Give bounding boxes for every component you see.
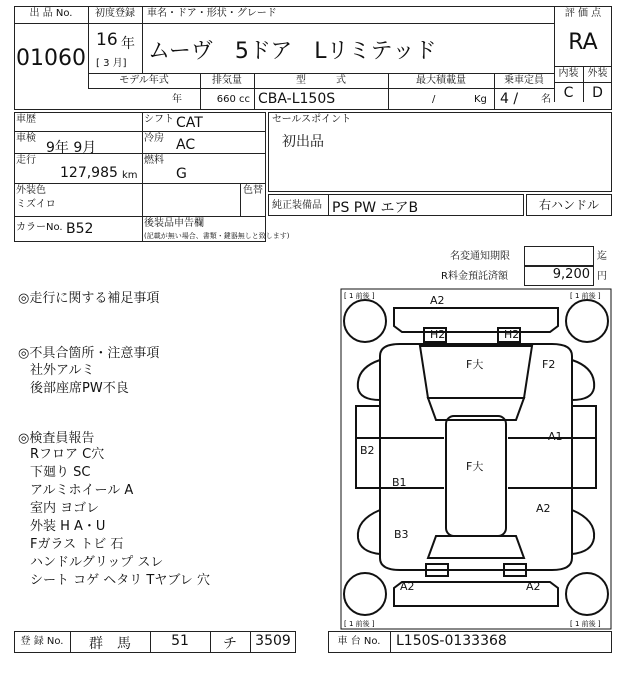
interior-grade: C <box>563 85 574 101</box>
damage-mark: H2 <box>430 328 446 341</box>
defects-label: ◎不具合箇所・注意事項 <box>18 346 160 361</box>
inspector-item: Fガラス トビ 石 <box>30 537 124 552</box>
wheel-icon <box>344 573 386 615</box>
rating-label: 評 価 点 <box>564 8 602 19</box>
name-change-label: 名変通知期限 <box>450 251 510 262</box>
color-change-label: 色替 <box>243 185 263 196</box>
exterior-label: 外装 <box>587 68 608 79</box>
inspector-item: アルミホイール A <box>30 483 134 498</box>
roof-outline <box>446 416 506 536</box>
front-bumper-outline <box>394 308 558 332</box>
first-reg-month: [ 3 月] <box>96 58 127 69</box>
load-label: 最大積載量 <box>416 75 466 86</box>
recycle-unit: 円 <box>597 271 607 282</box>
name-change-box <box>524 246 594 266</box>
defect-item: 後部座席PW不良 <box>30 381 129 396</box>
aftermarket-note: (記載が無い場合、書類・鍵器無しと致します) <box>144 232 290 240</box>
name-change-unit: 迄 <box>597 251 607 262</box>
damage-mark: A1 <box>548 430 563 443</box>
reg-area: 群 馬 <box>89 636 131 652</box>
inspection-value: 9年 9月 <box>46 140 97 156</box>
corner-label: [ 1 前後 ] <box>344 292 375 300</box>
model-year-unit: 年 <box>172 94 182 105</box>
color-no-label: カラーNo. <box>16 222 63 233</box>
mileage-value: 127,985 <box>60 165 118 181</box>
inspector-item: 室内 ヨゴレ <box>30 501 100 516</box>
chassis-label: 車 台 No. <box>337 636 381 647</box>
sales-point-text: 初出品 <box>282 134 324 150</box>
damage-mark: H2 <box>504 328 520 341</box>
type-label: 型 式 <box>296 75 346 86</box>
inspector-label: ◎検査員報告 <box>18 431 95 446</box>
shift-label: シフト <box>144 114 174 125</box>
recycle-label: R料金預託済額 <box>441 271 508 282</box>
damage-mark: F2 <box>542 358 556 371</box>
corner-label: [ 1 前後 ] <box>570 620 601 628</box>
first-reg-year-unit: 年 <box>121 36 135 52</box>
inspector-item: ハンドルグリップ スレ <box>30 555 164 570</box>
first-reg-label: 初度登録 <box>95 8 135 19</box>
wheel-icon <box>344 300 386 342</box>
damage-mark: A2 <box>536 502 551 515</box>
mileage-label: 走行 <box>16 155 36 166</box>
corner-label: [ 1 前後 ] <box>344 620 375 628</box>
wheel-icon <box>566 573 608 615</box>
aftermarket-label: 後装品申告欄 <box>144 218 204 229</box>
hood-outline <box>420 346 532 398</box>
lot-no-label: 出 品 No. <box>29 8 73 19</box>
inspector-item: Rフロア C穴 <box>30 447 105 462</box>
rating-value: RA <box>568 30 598 55</box>
chassis-number: L150S-0133368 <box>396 633 507 649</box>
inspection-label: 車検 <box>16 133 36 144</box>
load-unit: Kg <box>474 94 487 105</box>
right-side-outline <box>572 406 596 488</box>
color-no-value: B52 <box>66 221 94 237</box>
model-type: CBA-L150S <box>258 91 336 107</box>
lot-no: 01060 <box>16 46 86 71</box>
first-reg-year: 16 <box>96 30 118 50</box>
exterior-grade: D <box>592 85 603 101</box>
driving-notes-label: ◎走行に関する補足事項 <box>18 291 160 306</box>
capacity-label: 乗車定員 <box>504 75 544 86</box>
reg-class: 51 <box>171 633 189 649</box>
car-name: ムーヴ 5ドア Lリミテッド <box>148 39 437 64</box>
damage-mark: F大 <box>466 460 484 473</box>
wheel-icon <box>566 300 608 342</box>
ac-label: 冷房 <box>144 133 164 144</box>
sales-point-label: セールスポイント <box>272 114 352 125</box>
inspector-item: 外装 H A・U <box>30 519 106 534</box>
ext-color-value: ミズイロ <box>16 199 56 210</box>
diagram-frame <box>341 289 611 629</box>
shift-value: CAT <box>176 115 203 131</box>
handle-value: 右ハンドル <box>538 198 599 212</box>
model-year-label: モデル年式 <box>119 75 169 86</box>
reg-kana: チ <box>223 636 237 652</box>
inspector-item: 下廻り SC <box>30 465 91 480</box>
reg-number: 3509 <box>255 633 291 649</box>
ac-value: AC <box>176 137 196 153</box>
car-name-label: 車名・ドア・形状・グレード <box>147 8 277 19</box>
rear-window-outline <box>428 536 524 558</box>
ext-color-label: 外装色 <box>16 185 46 196</box>
damage-diagram <box>340 288 612 630</box>
load-value: / <box>432 94 436 105</box>
fuel-value: G <box>176 166 187 182</box>
damage-mark: F大 <box>466 358 484 371</box>
damage-mark: A2 <box>526 580 541 593</box>
damage-mark: A2 <box>400 580 415 593</box>
displacement-label: 排気量 <box>212 75 242 86</box>
equipment-label: 純正装備品 <box>272 200 322 211</box>
fuel-label: 燃料 <box>144 155 164 166</box>
reg-no-label: 登 録 No. <box>20 636 64 647</box>
interior-label: 内装 <box>558 68 579 79</box>
damage-mark: B3 <box>394 528 409 541</box>
corner-label: [ 1 前後 ] <box>570 292 601 300</box>
damage-mark: B2 <box>360 444 375 457</box>
damage-mark: B1 <box>392 476 407 489</box>
displacement: 660 cc <box>216 94 250 105</box>
capacity-value: 4 / <box>500 91 519 107</box>
inspector-item: シート コゲ ヘタリ Tヤブレ 穴 <box>30 573 210 588</box>
mileage-unit: km <box>122 170 138 181</box>
defect-item: 社外アルミ <box>30 363 95 378</box>
damage-mark: A2 <box>430 294 445 307</box>
recycle-value: 9,200 <box>552 267 590 282</box>
history-label: 車歴 <box>16 114 36 125</box>
equipment-value: PS PW エアB <box>332 200 419 216</box>
capacity-unit: 名 <box>541 94 551 105</box>
